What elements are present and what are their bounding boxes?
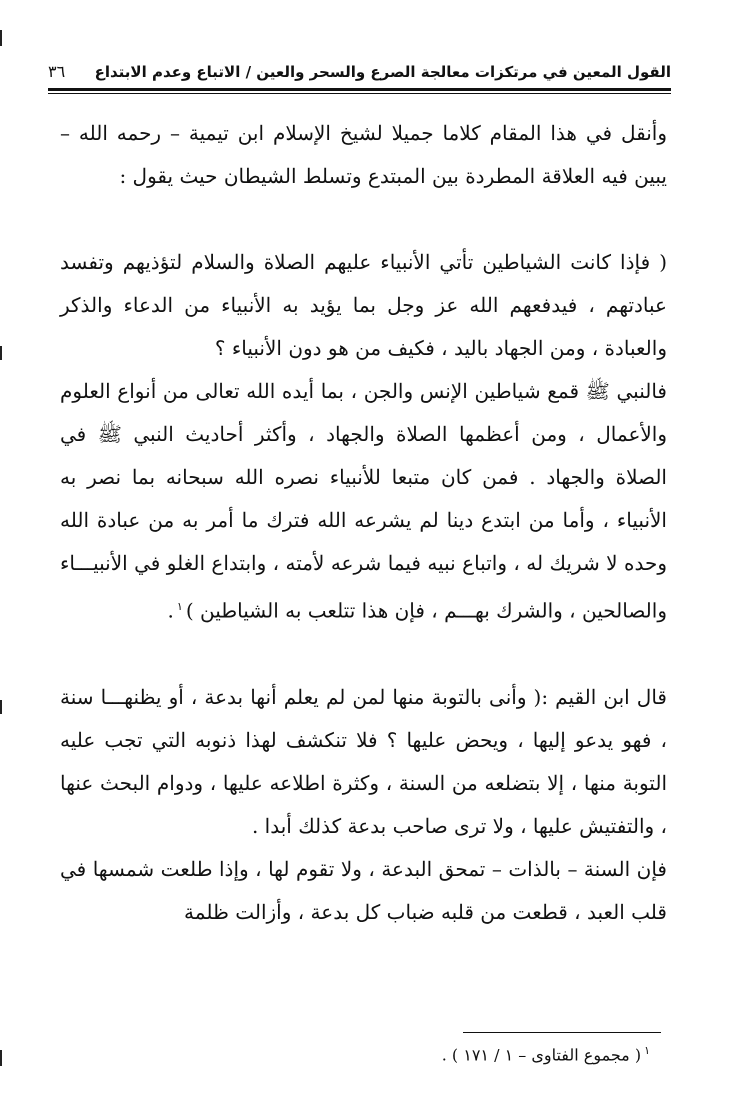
header-title: القول المعين في مرتكزات معالجة الصرع والسحر والعين / الاتباع وعدم الابتداع — [94, 63, 671, 81]
body-text — [60, 112, 667, 934]
header-rule-thick — [48, 88, 671, 91]
footnote — [442, 1040, 653, 1066]
paragraph-gap — [60, 633, 667, 676]
scan-edge-mark — [0, 700, 2, 714]
paragraph-ibn-qayyim: قال ابن القيم :( وأنى بالتوبة منها لمن لم يعلم أنها بدعة ، أو يظنهـــا سنة ، فهو يدعو إليها ، ويحض عليها ؟ فلا تنكشف لهذا ذنوبه التي تجب عليه التوبة منها ، إلا بتضلعه من السنة ، وكثرة اطلاعه عليها ، ودوام البحث عنها ، والتفتيش عليها ، ولا ترى صاحب بدعة كذلك أبدا . — [60, 684, 667, 838]
paragraph-gap — [60, 198, 667, 241]
page-number: ٣٦ — [48, 62, 66, 81]
paragraph-quote-2-text: فالنبي ﷺ قمع شياطين الإنس والجن ، بما أيده الله تعالى من أنواع العلوم والأعمال ، ومن أعظمها الصلاة والجهاد ، وأكثر أحاديث النبي ﷺ في الصلاة والجهاد . فمن كان متبعا للأنبياء نصره الله سبحانه بما نصر به الأنبياء ، وأما من ابتدع دينا لم يشرعه الله فترك ما أمر به من عبادة الله وحده لا شريك له ، واتباع نبيه فيما شرعه لأمته ، وابتداع الغلو في الأنبيـــاء والصالحين ، والشرك بهـــم ، فإن هذا تتلعب به الشياطين ) — [60, 379, 667, 623]
footnote-text: ( مجموع الفتاوى – ١ / ١٧١ ) . — [441, 1045, 642, 1065]
scan-edge-mark — [0, 30, 2, 46]
footnote-number: ١ — [644, 1044, 650, 1057]
footnote-separator — [463, 1032, 661, 1033]
header-rule-thin — [48, 93, 671, 94]
scan-edge-mark — [0, 1050, 2, 1066]
paragraph-quote-1: ( فإذا كانت الشياطين تأتي الأنبياء عليهم الصلاة والسلام لتؤذيهم وتفسد عبادتهم ، فيدفعهم الله عز وجل بما يؤيد به الأنبياء من الدعاء والذكر والعبادة ، ومن الجهاد باليد ، فكيف من هو دون الأنبياء ؟ — [60, 250, 667, 360]
scan-edge-mark — [0, 346, 2, 360]
paragraph-quote-2-ending: . — [167, 598, 174, 623]
paragraph-quote-2 — [60, 370, 667, 633]
paragraph-sunnah: فإن السنة – بالذات – تمحق البدعة ، ولا تقوم لها ، وإذا طلعت شمسها في قلب العبد ، قطعت من قلبه ضباب كل بدعة ، وأزالت ظلمة — [60, 856, 667, 924]
footnote-reference: ١ — [176, 600, 183, 613]
paragraph-intro: وأنقل في هذا المقام كلاما جميلا لشيخ الإسلام ابن تيمية – رحمه الله – يبين فيه العلاقة المطردة بين المبتدع وتسلط الشيطان حيث يقول : — [60, 121, 667, 188]
running-header — [48, 40, 671, 88]
